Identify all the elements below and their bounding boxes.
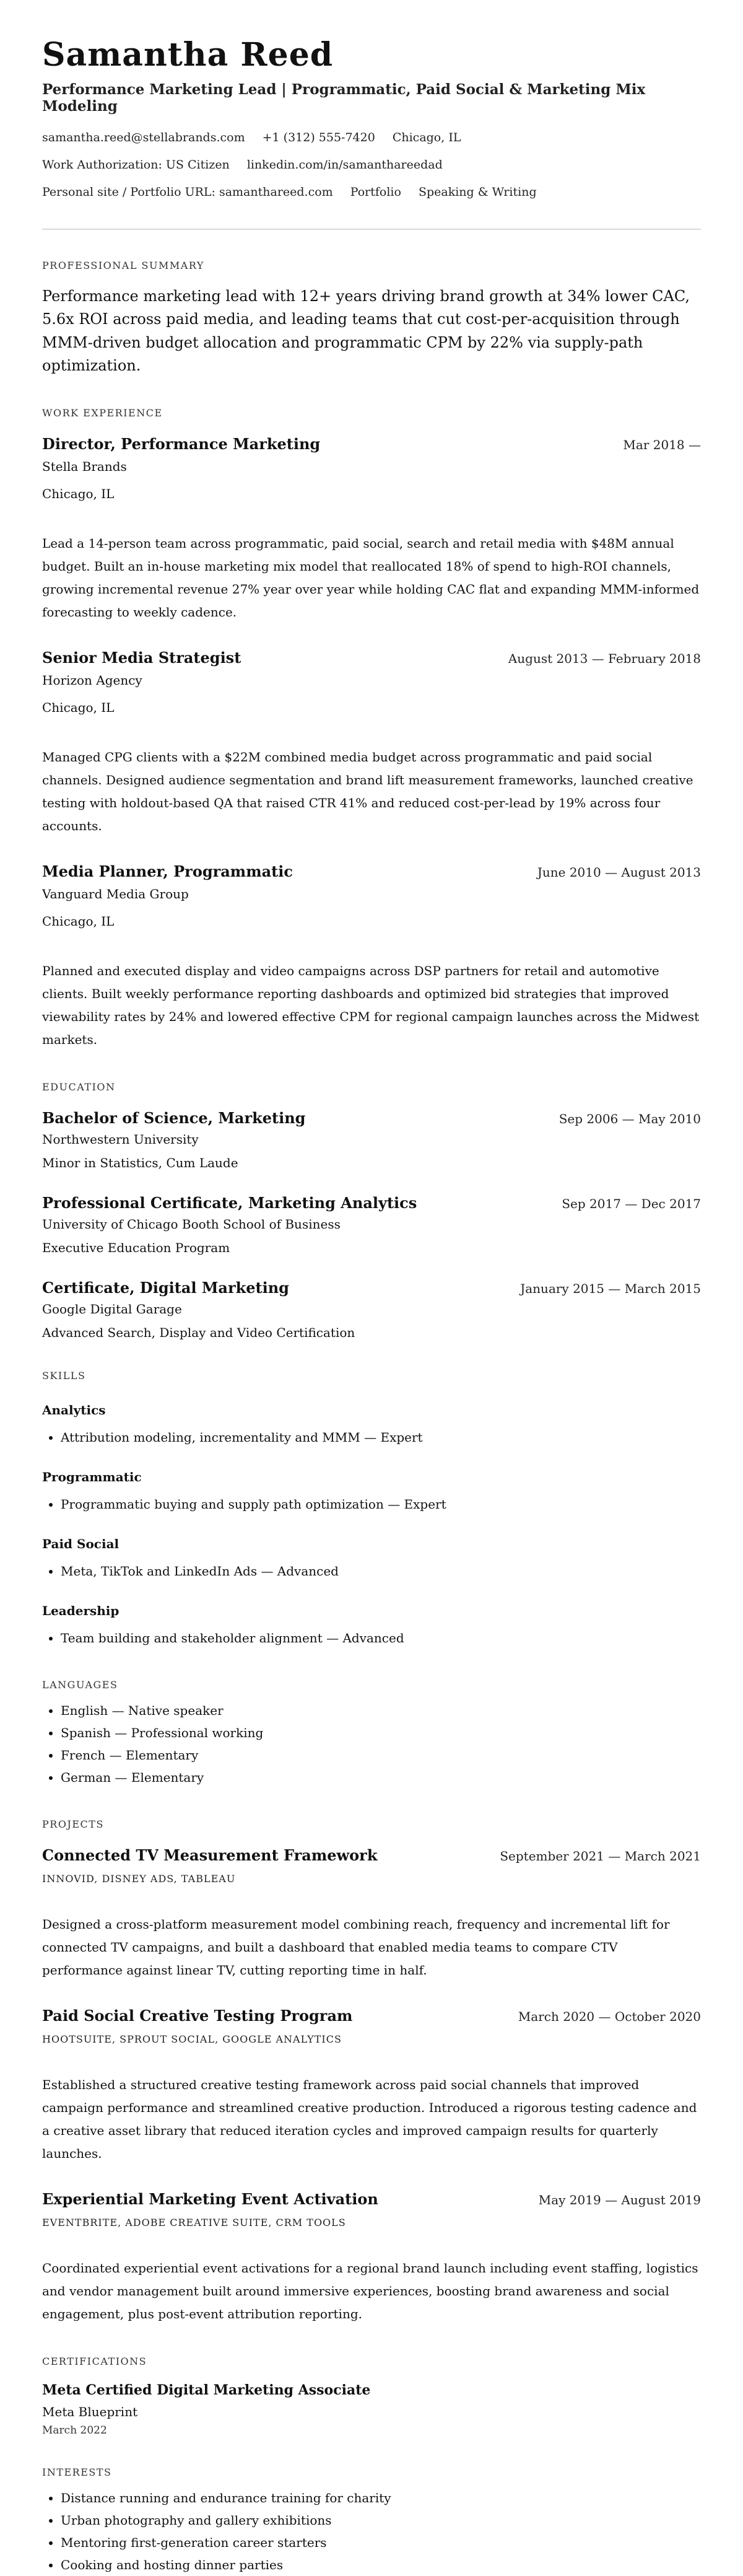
skill-item: • Meta, TikTok and LinkedIn Ads — Advanced [61,1560,701,1582]
interest-item: • Urban photography and gallery exhibitions [61,2509,701,2531]
interest-item: • Distance running and endurance training for charity [61,2487,701,2509]
skill-item: • Attribution modeling, incrementality and MMM — Expert [61,1426,701,1448]
company-name: Horizon Agency [42,672,142,688]
degree-title: Bachelor of Science, Marketing [42,1108,306,1127]
contact-row-3 [42,185,701,199]
contact-row-1 [42,131,701,144]
project-description: Coordinated experiential event activations for a regional brand launch including event staffing, logistics and vendor management built around immersive experiences, boosting brand awareness and social engagement, plus post-event attribution reporting. [42,2260,698,2321]
project-date: March 2020 — October 2020 [518,2009,701,2024]
skill-category: Programmatic [42,1469,142,1484]
skill-category: Analytics [42,1402,106,1417]
skill-list [42,1493,701,1515]
language-item: • English — Native speaker [61,1699,701,1722]
education-note: Minor in Statistics, Cum Laude [42,1155,238,1170]
certification-issuer: Meta Blueprint [42,2404,138,2419]
skills-heading: SKILLS [42,1369,86,1382]
header-divider [42,229,701,230]
headline: Performance Marketing Lead | Programmatic, Paid Social & Marketing Mix Modeling [42,81,646,115]
job-description: Managed CPG clients with a $22M combined media budget across programmatic and paid social channels. Designed audience segmentation and brand lift measurement frameworks, launched creative testing with holdout-based QA that raised CTR 41% and reduced cost-per-lead by 19% across four accounts. [42,749,693,833]
project-tools: EVENTBRITE, ADOBE CREATIVE SUITE, CRM TOOLS [42,2216,346,2228]
education-note: Executive Education Program [42,1240,230,1255]
candidate-name: Samantha Reed [42,36,334,74]
project-title: Experiential Marketing Event Activation [42,2189,378,2208]
certification-title: Meta Certified Digital Marketing Associate [42,2381,371,2398]
skill-item: • Programmatic buying and supply path optimization — Expert [61,1493,701,1515]
project-title: Paid Social Creative Testing Program [42,2006,353,2025]
skill-list [42,1426,701,1448]
education-heading: EDUCATION [42,1080,116,1093]
project-item [42,2190,701,2326]
interest-item: • Cooking and hosting dinner parties [61,2554,701,2576]
contact-row-2 [42,158,701,172]
work-authorization: Work Authorization: US Citizen [42,158,230,172]
education-note: Advanced Search, Display and Video Certification [42,1325,355,1340]
job-description: Lead a 14-person team across programmatic, paid social, search and retail media with $48M annual budget. Built an in-house marketing mix model that reallocated 18% of spend to high-ROI channels, growing incremental revenue 27% year over year while holding CAC flat and expanding MMM-informed forecasting to weekly cadence. [42,535,700,620]
education-date: January 2015 — March 2015 [520,1281,701,1296]
education-item [42,1279,701,1340]
degree-title: Certificate, Digital Marketing [42,1278,289,1297]
summary-text: Performance marketing lead with 12+ years driving brand growth at 34% lower CAC, 5.6x ROI across paid media, and leading teams that cut cost-per-acquisition through MMM-driven budget allocation and programmatic CPM by 22% via supply-path optimization. [42,287,690,374]
job-title: Senior Media Strategist [42,648,241,667]
languages-heading: LANGUAGES [42,1678,118,1691]
project-description: Designed a cross-platform measurement model combining reach, frequency and incremental lift for connected TV campaigns, and built a dashboard that enabled media teams to compare CTV performance against linear TV, cutting reporting time in half. [42,1916,670,1978]
education-date: Sep 2017 — Dec 2017 [562,1196,701,1211]
project-title: Connected TV Measurement Framework [42,1846,378,1864]
location-text: Chicago, IL [392,131,461,145]
skill-category: Paid Social [42,1536,119,1551]
school-name: Google Digital Garage [42,1301,182,1316]
experience-item [42,435,701,624]
project-description: Established a structured creative testing framework across paid social channels that improved campaign performance and streamlined creative production. Introduced a rigorous testing cadence and a creative asset library that reduced iteration cycles and improved campaign results for quarterly launches. [42,2077,697,2161]
interest-list [42,2487,701,2576]
personal-site-link[interactable]: Personal site / Portfolio URL: samanthareed.com [42,185,333,199]
skill-list [42,1627,701,1649]
interests-heading: INTERESTS [42,2466,112,2478]
language-list [42,1699,701,1789]
experience-heading: WORK EXPERIENCE [42,406,163,419]
project-date: September 2021 — March 2021 [500,1848,701,1864]
linkedin-link[interactable]: linkedin.com/in/samanthareedad [246,158,443,172]
project-tools: HOOTSUITE, SPROUT SOCIAL, GOOGLE ANALYTICS [42,2033,342,2045]
school-name: University of Chicago Booth School of Business [42,1216,341,1232]
job-date: June 2010 — August 2013 [537,864,701,880]
project-item [42,2007,701,2165]
education-item [42,1109,701,1170]
job-date: Mar 2018 — [623,437,701,452]
job-description: Planned and executed display and video campaigns across DSP partners for retail and automotive clients. Built weekly performance reporting dashboards and optimized bid strategies that improved viewability rates by 24% and lowered effective CPM for regional campaign launches across the Midwest markets. [42,963,700,1047]
education-date: Sep 2006 — May 2010 [558,1111,701,1126]
job-date: August 2013 — February 2018 [508,651,701,666]
skill-item: • Team building and stakeholder alignment — Advanced [61,1627,701,1649]
experience-item [42,649,701,838]
job-location: Chicago, IL [42,913,115,929]
skill-category: Leadership [42,1603,119,1618]
school-name: Northwestern University [42,1131,199,1147]
job-location: Chicago, IL [42,699,115,715]
language-item: • German — Elementary [61,1766,701,1789]
certifications-heading: CERTIFICATIONS [42,2355,147,2367]
job-title: Media Planner, Programmatic [42,862,293,880]
project-tools: INNOVID, DISNEY ADS, TABLEAU [42,1872,236,1885]
speaking-link[interactable]: Speaking & Writing [418,185,537,199]
project-item [42,1846,701,1982]
language-item: • French — Elementary [61,1744,701,1766]
company-name: Stella Brands [42,458,127,474]
projects-heading: PROJECTS [42,1818,104,1830]
company-name: Vanguard Media Group [42,886,189,901]
degree-title: Professional Certificate, Marketing Analytics [42,1193,417,1212]
education-item [42,1194,701,1255]
job-location: Chicago, IL [42,486,115,501]
experience-item [42,862,701,1051]
phone-text: +1 (312) 555-7420 [262,131,375,145]
project-date: May 2019 — August 2019 [538,2192,701,2207]
skill-list [42,1560,701,1582]
certification-date: March 2022 [42,2424,107,2437]
interest-item: • Mentoring first-generation career starters [61,2531,701,2554]
job-title: Director, Performance Marketing [42,434,321,453]
language-item: • Spanish — Professional working [61,1722,701,1744]
summary-heading: PROFESSIONAL SUMMARY [42,260,204,272]
portfolio-link[interactable]: Portfolio [350,185,401,199]
email-link[interactable]: samantha.reed@stellabrands.com [42,131,245,145]
